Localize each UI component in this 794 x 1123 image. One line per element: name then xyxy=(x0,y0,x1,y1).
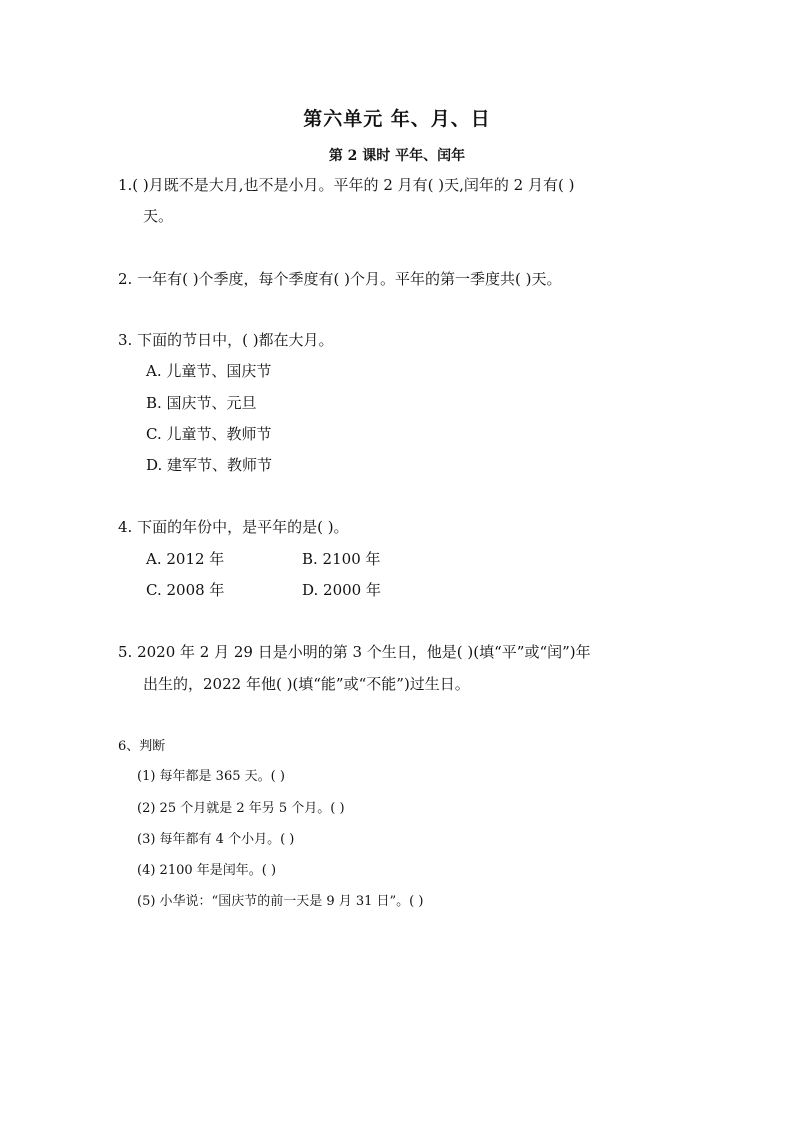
question-4-option-c: C. 2008 年 xyxy=(146,581,225,599)
question-4-option-a: A. 2012 年 xyxy=(146,550,225,568)
question-3-option-d: D. 建军节、教师节 xyxy=(146,456,273,474)
question-6-item-3: (3) 每年都有 4 个小月。( ) xyxy=(137,832,295,847)
question-3-option-b: B. 国庆节、元旦 xyxy=(146,394,257,412)
question-4-option-b: B. 2100 年 xyxy=(302,550,381,568)
question-2-line-1: 2. 一年有( )个季度，每个季度有( )个月。平年的第一季度共( )天。 xyxy=(118,270,562,288)
question-6-item-2: (2) 25 个月就是 2 年另 5 个月。( ) xyxy=(137,801,345,816)
question-6-heading: 6、判断 xyxy=(118,739,166,754)
question-3-option-a: A. 儿童节、国庆节 xyxy=(146,362,272,380)
question-1-line-2: 天。 xyxy=(143,207,174,225)
question-6-item-1: (1) 每年都是 365 天。( ) xyxy=(137,769,285,784)
page-title: 第六单元 年、月、日 xyxy=(303,108,491,130)
question-5-line-2: 出生的，2022 年他( )(填“能”或“不能”)过生日。 xyxy=(143,675,470,693)
question-3-stem: 3. 下面的节日中，( )都在大月。 xyxy=(118,331,334,349)
page-subtitle: 第 2 课时 平年、闰年 xyxy=(328,148,466,164)
question-3-option-c: C. 儿童节、教师节 xyxy=(146,425,272,443)
question-6-item-5: (5) 小华说：“国庆节的前一天是 9 月 31 日”。( ) xyxy=(137,894,424,909)
question-6-item-4: (4) 2100 年是闰年。( ) xyxy=(137,863,277,878)
question-4-stem: 4. 下面的年份中，是平年的是( )。 xyxy=(118,518,349,536)
question-1-line-1: 1.( )月既不是大月,也不是小月。平年的 2 月有( )天,闰年的 2 月有( ) xyxy=(118,176,575,194)
question-5-line-1: 5. 2020 年 2 月 29 日是小明的第 3 个生日，他是( )(填“平”或“闰”)年 xyxy=(118,643,591,661)
question-4-option-d: D. 2000 年 xyxy=(302,581,381,599)
